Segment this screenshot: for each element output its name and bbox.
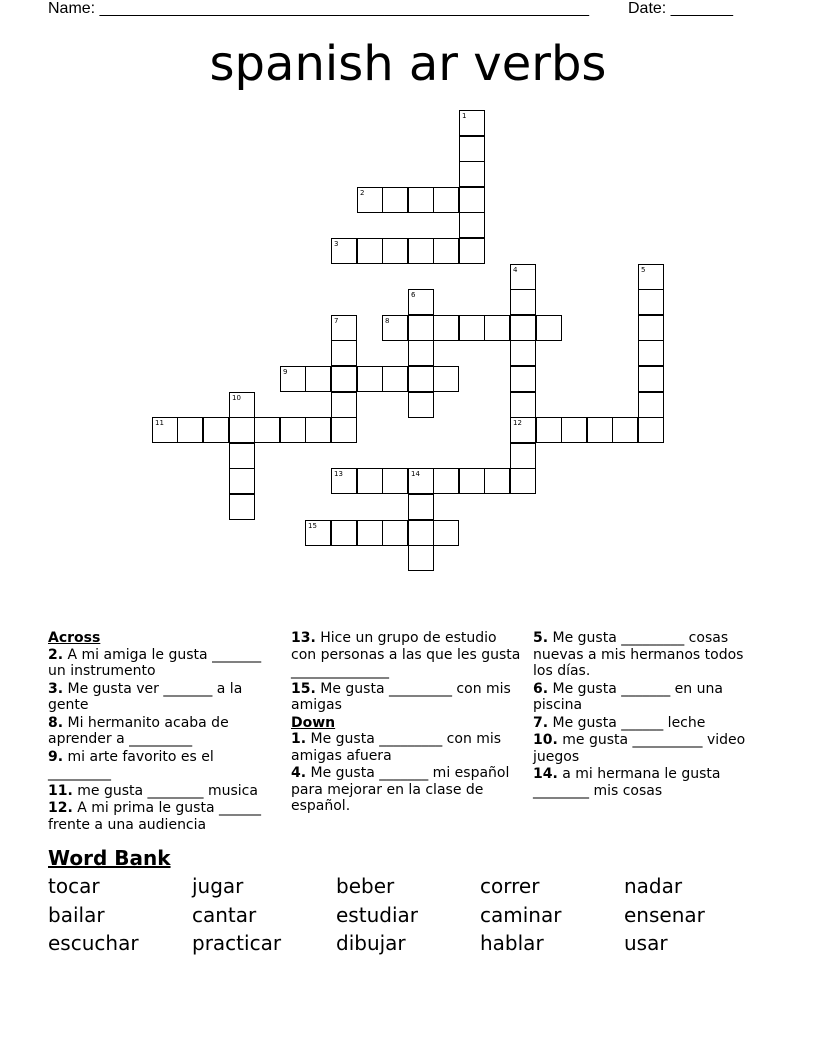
clue-item [291,731,526,764]
clue-number: 10 [232,394,241,402]
crossword-cell[interactable] [459,161,485,187]
clue-item [291,765,526,815]
clue-item [533,681,758,714]
crossword-cell[interactable] [357,468,383,494]
crossword-cell[interactable] [638,315,664,341]
crossword-cell[interactable] [459,238,485,264]
clue-item [533,715,758,732]
clue-item [533,630,758,680]
crossword-cell[interactable] [433,366,459,392]
clue-number: 4 [513,266,518,274]
clue-text: Hice un grupo de estudio con personas a las que les gusta ______________ [291,630,521,679]
crossword-cell[interactable] [408,520,434,546]
crossword-cell[interactable] [510,289,536,315]
across-heading: Across [48,630,101,646]
clue-number-label: 14. [533,766,558,782]
word-bank-word: dibujar [336,931,406,955]
crossword-cell[interactable] [408,315,434,341]
crossword-cell[interactable] [382,520,408,546]
crossword-cell[interactable] [152,417,178,443]
clue-number-label: 13. [291,630,316,646]
crossword-cell[interactable] [382,238,408,264]
clue-text: Me gusta _________ con mis amigas [291,680,511,713]
crossword-cell[interactable] [510,392,536,418]
crossword-cell[interactable] [561,417,587,443]
clue-number-label: 7. [533,714,549,731]
crossword-cell[interactable] [638,340,664,366]
crossword-cell[interactable] [305,366,331,392]
clue-text: mi arte favorito es el _________ [48,748,214,781]
clue-text: Me gusta ver _______ a la gente [48,680,243,713]
crossword-cell[interactable] [510,468,536,494]
crossword-cell[interactable] [408,238,434,264]
crossword-cell[interactable] [459,110,485,136]
clue-item [291,681,526,714]
clue-item [48,800,280,833]
crossword-cell[interactable] [459,468,485,494]
clue-number: 3 [334,240,339,248]
crossword-cell[interactable] [510,366,536,392]
crossword-cell[interactable] [612,417,638,443]
crossword-cell[interactable] [229,392,255,418]
clue-number-label: 2. [48,646,64,663]
crossword-cell[interactable] [510,443,536,469]
word-bank-title: Word Bank [48,846,171,870]
clue-item [291,630,526,680]
crossword-cell[interactable] [459,315,485,341]
clue-number: 13 [334,470,343,478]
crossword-cell[interactable] [203,417,229,443]
clue-text: Me gusta _________ cosas nuevas a mis hermanos todos los días. [533,630,744,679]
clue-number-label: 8. [48,714,64,731]
crossword-cell[interactable] [229,417,255,443]
word-bank-word: beber [336,874,395,898]
crossword-cell[interactable] [382,315,408,341]
crossword-cell[interactable] [331,520,357,546]
crossword-cell[interactable] [280,366,306,392]
crossword-cell[interactable] [433,520,459,546]
clue-number: 7 [334,317,339,325]
crossword-cell[interactable] [229,443,255,469]
crossword-cell[interactable] [382,468,408,494]
clue-number: 5 [641,266,646,274]
clues-column-1 [48,630,280,834]
crossword-cell[interactable] [229,494,255,520]
crossword-cell[interactable] [357,520,383,546]
crossword-cell[interactable] [459,187,485,213]
crossword-cell[interactable] [433,315,459,341]
word-bank-word: escuchar [48,931,139,955]
clue-text: me gusta __________ video juegos [533,732,746,765]
crossword-cell[interactable] [484,468,510,494]
word-bank-word: practicar [192,931,282,955]
crossword-cell[interactable] [254,417,280,443]
crossword-cell[interactable] [433,187,459,213]
page-title: spanish ar verbs [209,36,607,92]
clue-number: 6 [411,291,416,299]
word-bank-word: usar [624,931,668,955]
clue-number-label: 3. [48,680,64,697]
clue-item [48,749,280,782]
crossword-cell[interactable] [638,289,664,315]
clue-item [48,715,280,748]
word-bank-word: jugar [192,874,244,898]
crossword-cell[interactable] [433,238,459,264]
crossword-cell[interactable] [331,468,357,494]
crossword-cell[interactable] [408,545,434,571]
clue-number-label: 15. [291,680,316,697]
clue-number-label: 10. [533,732,558,748]
word-bank-word: tocar [48,874,100,898]
crossword-cell[interactable] [357,238,383,264]
crossword-cell[interactable] [408,289,434,315]
crossword-cell[interactable] [408,494,434,520]
crossword-cell[interactable] [331,315,357,341]
clue-text: Mi hermanito acaba de aprender a _________ [48,714,229,747]
clue-number-label: 9. [48,748,64,765]
crossword-cell[interactable] [459,212,485,238]
clue-number-label: 1. [291,731,307,747]
crossword-cell[interactable] [587,417,613,443]
crossword-cell[interactable] [536,315,562,341]
clue-text: A mi amiga le gusta _______ un instrumento [48,646,262,679]
word-bank-word: correr [480,874,540,898]
crossword-cell[interactable] [357,366,383,392]
clue-number: 2 [360,189,365,197]
clue-number: 15 [308,522,317,530]
crossword-cell[interactable] [510,340,536,366]
word-bank-word: estudiar [336,903,418,927]
word-bank-word: nadar [624,874,683,898]
clue-item [533,732,758,765]
clues-column-2 [291,630,526,816]
clue-item [533,766,758,799]
clue-text: me gusta ________ musica [72,782,258,799]
crossword-cell[interactable] [408,187,434,213]
clue-text: Me gusta ______ leche [548,714,706,731]
crossword-cell[interactable] [638,264,664,290]
crossword-cell[interactable] [408,392,434,418]
word-bank-word: caminar [480,903,562,927]
clue-number-label: 11. [48,782,73,799]
crossword-cell[interactable] [331,340,357,366]
crossword-cell[interactable] [638,366,664,392]
crossword-cell[interactable] [433,468,459,494]
crossword-cell[interactable] [510,264,536,290]
crossword-cell[interactable] [408,366,434,392]
clue-number: 12 [513,419,522,427]
clue-number: 1 [462,112,467,120]
crossword-cell[interactable] [305,417,331,443]
crossword-cell[interactable] [408,468,434,494]
clue-number: 9 [283,368,288,376]
word-bank-word: hablar [480,931,544,955]
crossword-cell[interactable] [331,366,357,392]
clues-column-3 [533,630,758,800]
word-bank-word: cantar [192,903,257,927]
date-field-label[interactable]: Date: _______ [628,0,733,17]
crossword-cell[interactable] [536,417,562,443]
crossword-cell[interactable] [382,366,408,392]
clue-number-label: 4. [291,765,307,781]
clue-text: A mi prima le gusta ______ frente a una audiencia [48,800,261,833]
word-bank-word: ensenar [624,903,705,927]
crossword-cell[interactable] [357,187,383,213]
crossword-cell[interactable] [280,417,306,443]
crossword-cell[interactable] [484,315,510,341]
crossword-cell[interactable] [510,417,536,443]
crossword-cell[interactable] [638,417,664,443]
clue-text: Me gusta _______ en una piscina [533,680,723,713]
clue-text: Me gusta _______ mi español para mejorar en la clase de español. [291,765,510,814]
crossword-cell[interactable] [229,468,255,494]
crossword-cell[interactable] [177,417,203,443]
crossword-cell[interactable] [331,392,357,418]
clue-number: 8 [385,317,390,325]
clue-text: a mi hermana le gusta ________ mis cosas [533,766,721,799]
clue-item [48,783,280,800]
crossword-cell[interactable] [331,238,357,264]
down-heading: Down [291,714,336,731]
crossword-cell[interactable] [382,187,408,213]
crossword-cell[interactable] [459,136,485,162]
clue-item [48,681,280,714]
clue-text: Me gusta _________ con mis amigas afuera [291,731,502,764]
crossword-cell[interactable] [408,340,434,366]
word-bank-word: bailar [48,903,105,927]
crossword-cell[interactable] [510,315,536,341]
clue-number-label: 6. [533,680,549,697]
clue-number-label: 5. [533,630,549,646]
clue-number-label: 12. [48,800,73,816]
crossword-cell[interactable] [305,520,331,546]
crossword-cell[interactable] [331,417,357,443]
clue-number: 11 [155,419,164,427]
crossword-cell[interactable] [638,392,664,418]
clue-number: 14 [411,470,420,478]
name-field-label[interactable]: Name: _______________________________________________________ [48,0,589,17]
clue-item [48,647,280,680]
